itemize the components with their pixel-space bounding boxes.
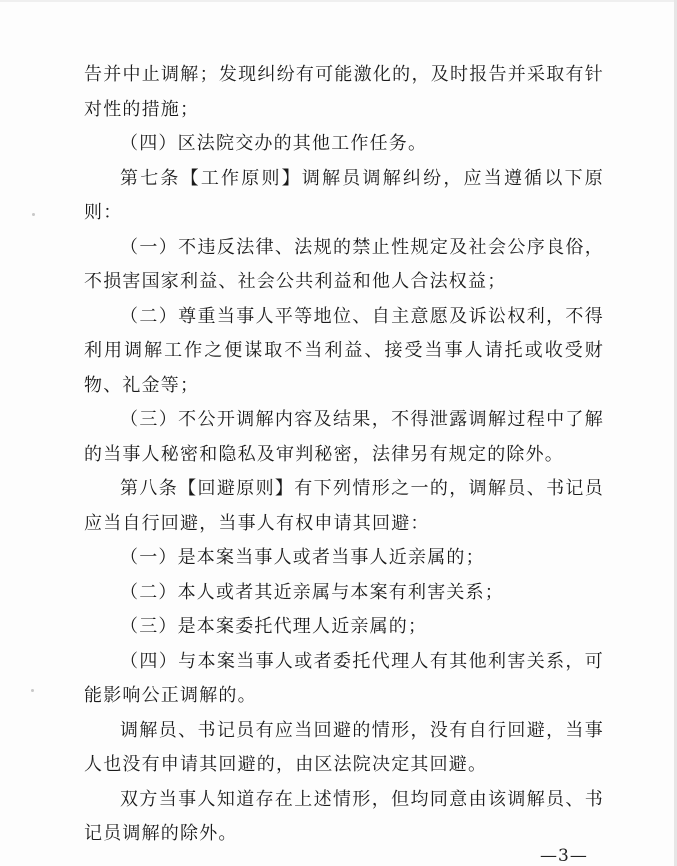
paragraph: （二）本人或者其近亲属与本案有利害关系； — [120, 581, 504, 603]
document-body — [84, 58, 604, 852]
paragraph: （四）区法院交办的其他工作任务。 — [120, 133, 428, 154]
article-heading-paragraph: 第七条【工作原则】调解员调解纠纷，应当遵循以下原则： — [84, 167, 604, 223]
article-heading-paragraph: 第八条【回避原则】有下列情形之一的，调解员、书记员应当自行回避，当事人有权申请其回避： — [84, 478, 604, 534]
paragraph: （三）是本案委托代理人近亲属的； — [120, 616, 428, 637]
paragraph: （三）不公开调解内容及结果，不得泄露调解过程中了解的当事人秘密和隐私及审判秘密，法律另有规定的除外。 — [84, 409, 604, 465]
paragraph: （二）尊重当事人平等地位、自主意愿及诉讼权利，不得利用调解工作之便谋取不当利益、接受当事人请托或收受财物、礼金等； — [84, 305, 604, 396]
paragraph: 双方当事人知道存在上述情形，但均同意由该调解员、书记员调解的除外。 — [84, 788, 604, 844]
paragraph: （一）是本案当事人或者当事人近亲属的； — [120, 547, 485, 568]
page-number: —3— — [540, 846, 588, 866]
scan-speck — [32, 213, 35, 216]
paragraph: （四）与本案当事人或者委托代理人有其他利害关系，可能影响公正调解的。 — [84, 650, 604, 706]
paragraph: （一）不违反法律、法规的禁止性规定及社会公序良俗，不损害国家利益、社会公共利益和他人合法权益； — [84, 236, 604, 292]
paragraph: 告并中止调解；发现纠纷有可能激化的，及时报告并采取有针对性的措施； — [84, 64, 604, 120]
scan-speck — [31, 689, 34, 692]
scan-edge-top — [0, 0, 677, 2]
paragraph: 调解员、书记员有应当回避的情形，没有自行回避，当事人也没有申请其回避的，由区法院决定其回避。 — [84, 719, 604, 775]
